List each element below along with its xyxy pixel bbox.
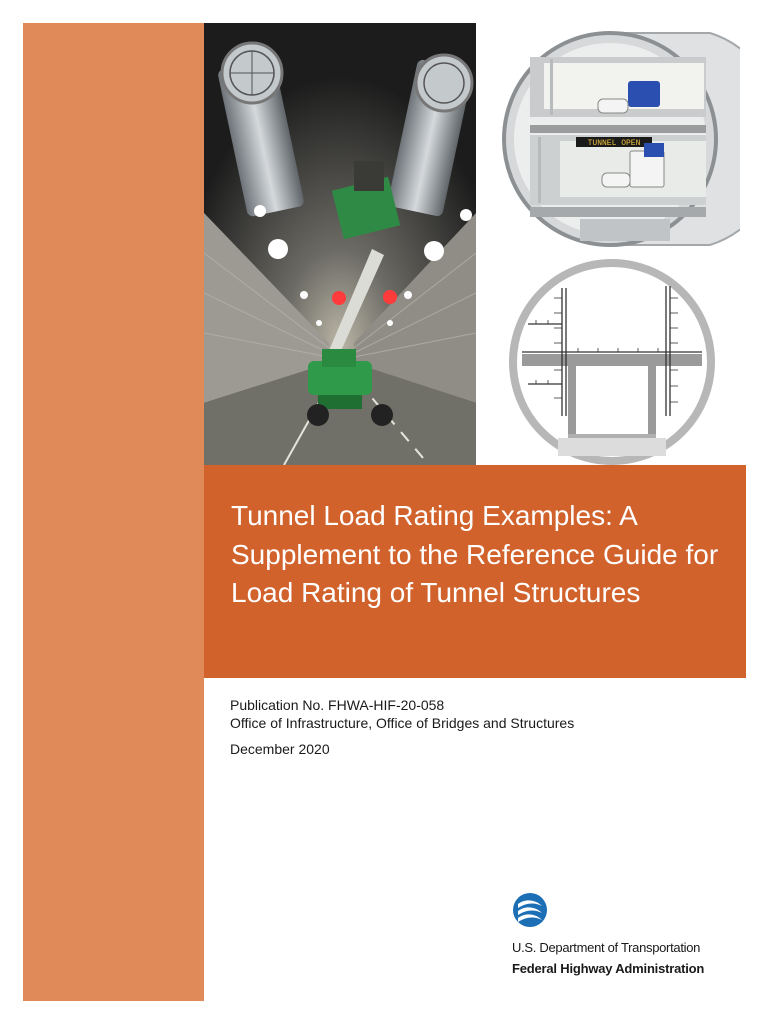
publication-number: Publication No. FHWA-HIF-20-058 xyxy=(230,697,445,713)
document-title: Tunnel Load Rating Examples: A Supplement to the Reference Guide for Load Rating of Tunnel Structures xyxy=(231,500,719,608)
dot-logo-icon xyxy=(512,892,548,928)
publication-date: December 2020 xyxy=(230,741,330,757)
dot-fhwa-logo xyxy=(512,892,732,982)
sidebar-accent xyxy=(23,23,204,1001)
agency-name: U.S. Department of Transportation xyxy=(512,940,701,955)
tunnel-section-illustration xyxy=(500,23,740,255)
tunnel-open-sign: TUNNEL OPEN xyxy=(587,139,641,148)
administration-name: Federal Highway Administration xyxy=(512,961,705,976)
tunnel-interior-photo xyxy=(204,23,476,465)
tunnel-load-diagram xyxy=(508,258,716,466)
title-band xyxy=(204,465,746,678)
publication-info xyxy=(230,696,574,758)
office-line: Office of Infrastructure, Office of Bridges and Structures xyxy=(230,715,575,731)
